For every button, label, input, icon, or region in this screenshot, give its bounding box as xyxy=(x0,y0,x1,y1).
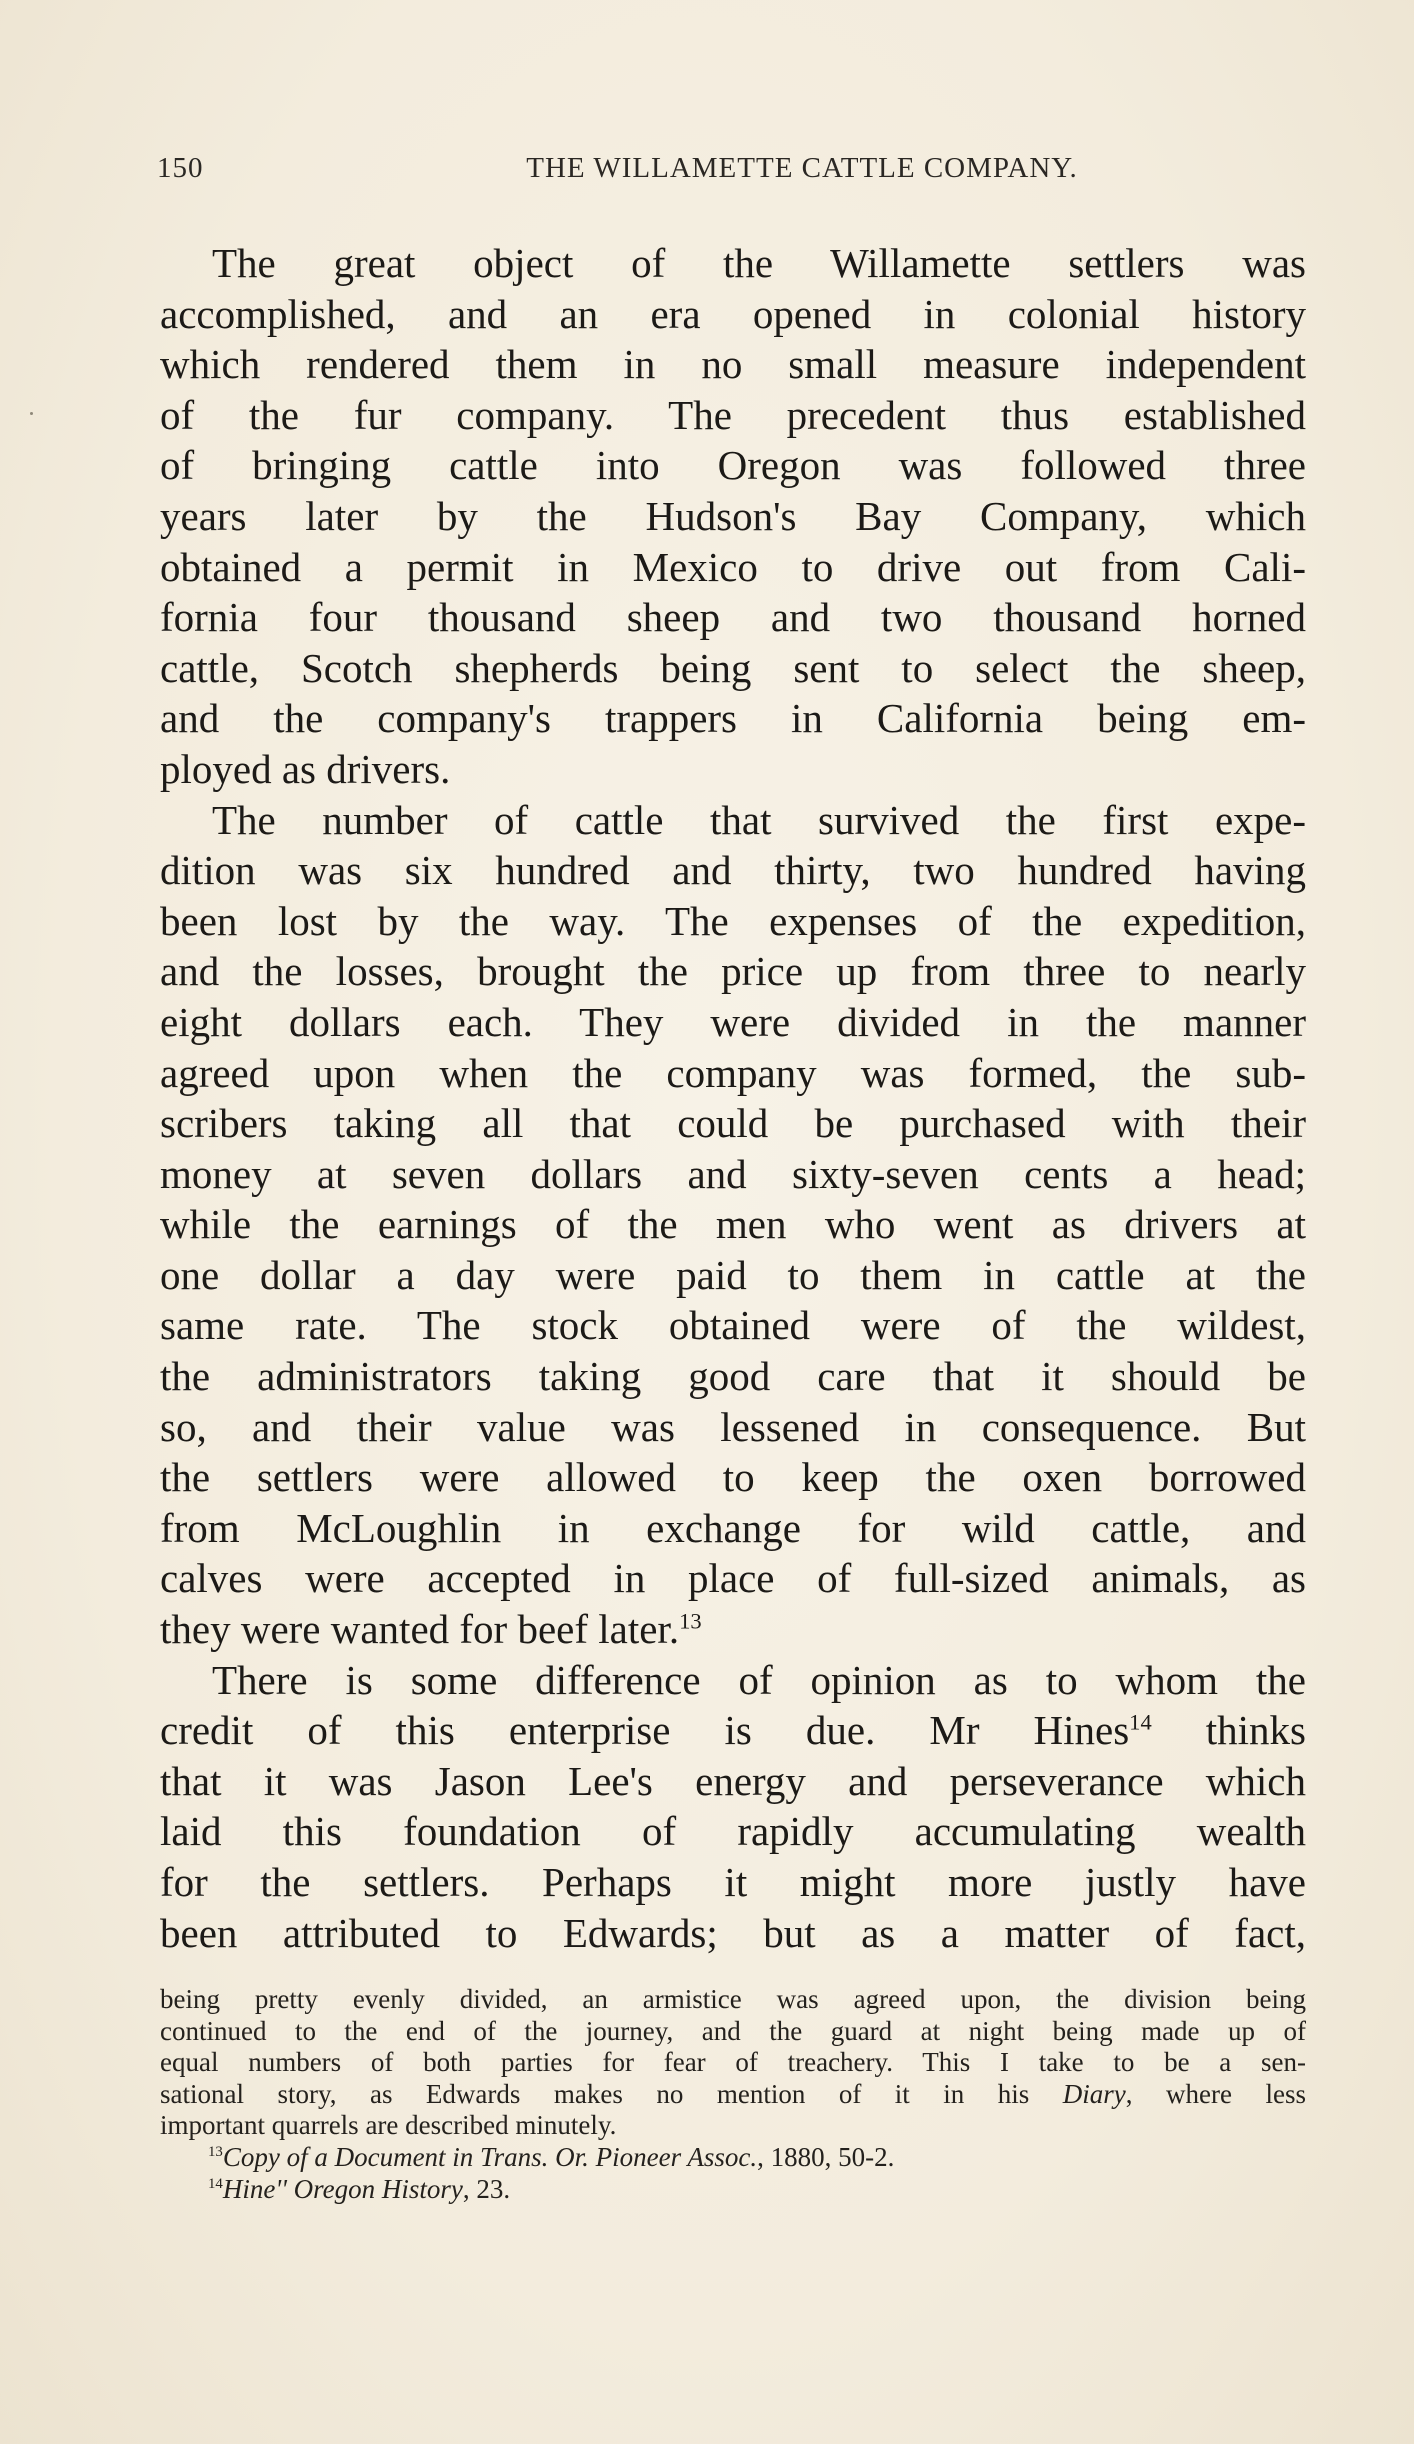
footnote-number-14: 14 xyxy=(208,2175,223,2192)
text-line: scribers taking all that could be purchased with their xyxy=(160,1100,1306,1147)
footnote-number-13: 13 xyxy=(208,2143,223,2160)
text-line: that it was Jason Lee's energy and perseverance which xyxy=(160,1757,1306,1804)
body-text xyxy=(160,238,1306,1958)
citation-detail: , 1880, 50-2. xyxy=(757,2141,895,2172)
text-line: The great object of the Willamette settlers was xyxy=(212,240,1306,286)
footnote-ref-13: 13 xyxy=(679,1608,702,1634)
text-line: The number of cattle that survived the first expe- xyxy=(212,796,1306,843)
text-line: ployed as drivers. xyxy=(160,745,451,792)
text-line: There is some difference of opinion as to whom the xyxy=(212,1656,1306,1703)
text-line: money at seven dollars and sixty-seven cents a head; xyxy=(160,1150,1306,1197)
footnote-line: continued to the end of the journey, and the guard at night being made up of xyxy=(160,2015,1306,2046)
text-line: fornia four thousand sheep and two thousand horned xyxy=(160,594,1306,641)
citation-detail: , 23. xyxy=(462,2173,511,2204)
text-fragment: thinks xyxy=(1151,1707,1306,1754)
text-line: laid this foundation of rapidly accumulating wealth xyxy=(160,1808,1306,1855)
footnote-13 xyxy=(160,2142,1306,2174)
text-fragment: credit of this enterprise is due. Mr Hines xyxy=(160,1707,1130,1754)
text-line-with-note xyxy=(160,1604,1306,1655)
text-line: while the earnings of the men who went as drivers at xyxy=(160,1201,1306,1248)
text-line: accomplished, and an era opened in colonial history xyxy=(160,290,1306,337)
text-line: which rendered them in no small measure independent xyxy=(160,341,1306,388)
text-line: the administrators taking good care that it should be xyxy=(160,1353,1306,1400)
text-line: years later by the Hudson's Bay Company, which xyxy=(160,492,1306,539)
running-head: THE WILLAMETTE CATTLE COMPANY. xyxy=(526,152,1078,184)
text-line: and the company's trappers in California being em- xyxy=(160,695,1306,742)
text-line: the settlers were allowed to keep the oxen borrowed xyxy=(160,1454,1306,1501)
page-header xyxy=(157,152,1307,192)
text-line: of bringing cattle into Oregon was followed three xyxy=(160,442,1306,489)
text-line: calves were accepted in place of full-sized animals, as xyxy=(160,1555,1306,1602)
italic-title: Diary xyxy=(1062,2078,1126,2109)
footnote-line: equal numbers of both parties for fear of treachery. This I take to be a sen- xyxy=(160,2047,1306,2077)
footnote-line: important quarrels are described minutely. xyxy=(160,2110,617,2140)
text-line-with-note xyxy=(160,1705,1306,1756)
footnote-line: being pretty evenly divided, an armistice was agreed upon, the division being xyxy=(160,1984,1306,2014)
text-line: for the settlers. Perhaps it might more justly have xyxy=(160,1859,1306,1905)
footnote-14 xyxy=(160,2174,1306,2206)
text-line: dition was six hundred and thirty, two hundred having xyxy=(160,847,1306,894)
text-line: cattle, Scotch shepherds being sent to select the sheep, xyxy=(160,644,1306,691)
citation-title: Hine'' Oregon History xyxy=(222,2173,463,2204)
text-line: one dollar a day were paid to them in cattle at the xyxy=(160,1251,1306,1298)
page-number: 150 xyxy=(157,152,204,184)
text-line: eight dollars each. They were divided in the manner xyxy=(160,998,1306,1045)
text-line: and the losses, brought the price up from three to nearly xyxy=(160,948,1306,995)
text-line: same rate. The stock obtained were of the wildest, xyxy=(160,1302,1306,1349)
citation-title: Copy of a Document in Trans. Or. Pioneer Assoc. xyxy=(222,2141,758,2172)
text-line: so, and their value was lessened in consequence. But xyxy=(160,1403,1306,1450)
footnote-line-with-italic xyxy=(160,2079,1306,2111)
text-line: of the fur company. The precedent thus established xyxy=(160,391,1306,438)
text-line: been lost by the way. The expenses of the expedition, xyxy=(160,897,1306,944)
footnotes xyxy=(160,1984,1306,2206)
text-line: agreed upon when the company was formed, the sub- xyxy=(160,1049,1306,1096)
text-fragment: they were wanted for beef later. xyxy=(160,1606,680,1653)
text-line: from McLoughlin in exchange for wild cattle, and xyxy=(160,1504,1306,1551)
footnote-ref-14: 14 xyxy=(1129,1709,1152,1735)
text-line: been attributed to Edwards; but as a matter of fact, xyxy=(160,1909,1306,1956)
text-fragment: sational story, as Edwards makes no mention of it in his xyxy=(160,2078,1063,2109)
text-fragment: , where less xyxy=(1125,2078,1306,2109)
text-line: obtained a permit in Mexico to drive out from Cali- xyxy=(160,543,1306,590)
paper-speck xyxy=(30,412,33,415)
